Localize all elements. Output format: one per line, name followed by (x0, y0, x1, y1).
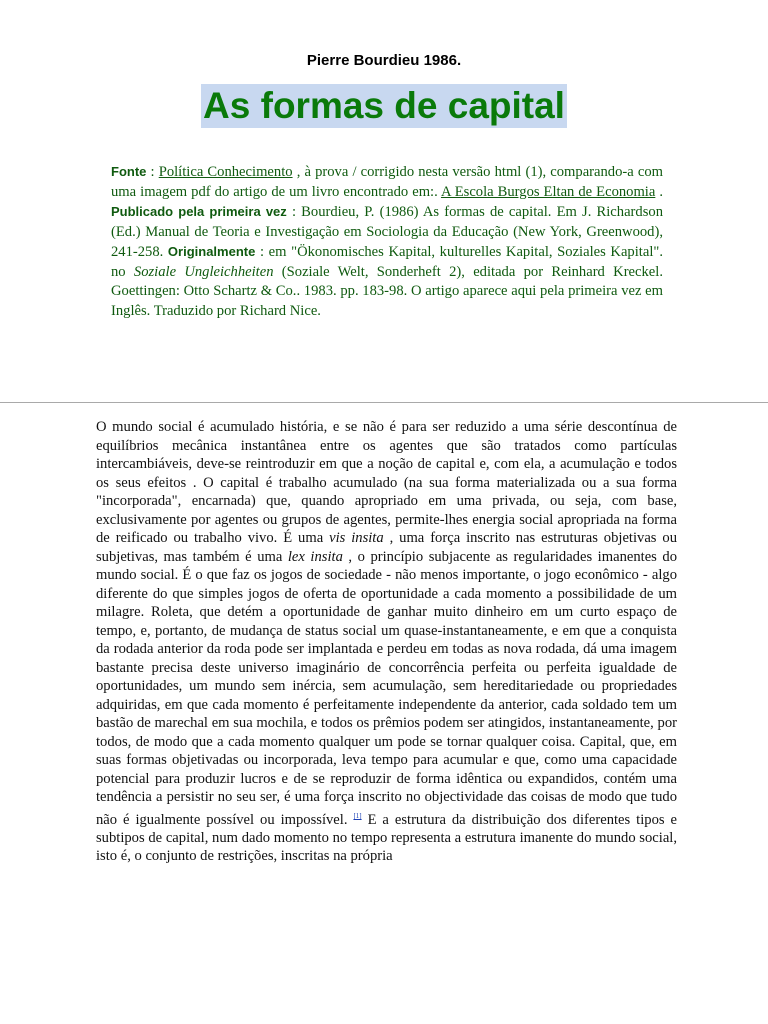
divider (0, 402, 768, 403)
body-text-1: O mundo social é acumulado história, e se não é para ser reduzido a uma série descontínua de equilíbrios mecânica instantânea entre os agentes que são tratados como partículas intercambiáveis, deve-se reintroduzir em que a noção de capital e, com ela, a acumulação e todos os seus efeitos . O capital é trabalho acumulado (na sua forma materializada ou a sua forma "incorporada", encarnada) que, quando apropriado em uma privada, ou seja, com base, exclusivamente por agentes ou grupos de agentes, permite-lhes energia social apropriada na forma de reificado ou trabalho vivo. É uma (96, 419, 677, 546)
source-italic-title: Soziale Ungleichheiten (133, 263, 274, 280)
body-italic-lex-insita: lex insita (287, 548, 343, 565)
source-text-4: : em "Ökonomisches Kapital, kulturelles Kapital, Soziales Kapital". no (111, 244, 663, 280)
body-text-2: , uma força inscrito nas estruturas objetivas ou subjetivas, mas também é uma (96, 530, 677, 565)
label-originalmente: Originalmente (167, 244, 256, 259)
body-paragraph (96, 418, 677, 866)
source-text-2: . (655, 183, 664, 200)
label-fonte: Fonte (111, 164, 147, 179)
link-politica-conhecimento[interactable]: Política Conhecimento (158, 164, 293, 180)
source-text-3: : Bourdieu, P. (1986) As formas de capital. Em J. Richardson (Ed.) Manual de Teoria e Investigação em Sociologia da Educação (New York, Greenwood), 241-258. (111, 204, 663, 260)
source-text-1: , à prova / corrigido nesta versão html (1), comparando-a com uma imagem pdf do artigo de um livro encontrado em:. (111, 164, 664, 200)
title-container (0, 84, 768, 128)
body-text-3: , o princípio subjacente as regularidades imanentes do mundo social. É o que faz os jogos de sociedade - não menos importante, o jogo econômico - algo diferente do que simples jogos de oferta de oportunidade a cada momento a possibilidade de um milagre. Roleta, que detém a oportunidade de ganhar muito dinheiro em um curto espaço de tempo, e, portanto, de mudança de status social um quase-instantaneamente, e em que a conquista da rodada anterior da roda pode ser implantada e perdeu em todas as nova rodada, dá uma imagem bastante precisa deste universo imaginário de concorrência perfeita ou perfeita igualdade de oportunidades, um mundo sem inércia, sem acumulação, sem hereditariedade ou propriedades adquiridas, em que cada momento é perfeitamente independente da anterior, cada soldado tem um bastão de marechal em sua mochila, e todos os prêmios podem ser atingidos, instantaneamente, por todos, de modo que a cada momento qualquer um pode se tornar qualquer coisa. Capital, que, em suas formas objetivadas ou incorporada, leva tempo para acumular e que, como uma capacidade potencial para produzir lucros e de se reproduzir de forma idêntica ou expandidos, contém uma tendência a persistir no seu ser, é uma força inscrito no objectividade das coisas de modo que tudo não é igualmente possível ou impossível. (96, 548, 677, 828)
body-text-4: E a estrutura da distribuição dos diferentes tipos e subtipos de capital, num dado momento no tempo representa a estrutura imanente do mundo social, isto é, o conjunto de restrições, inscritas na própria (96, 811, 677, 865)
source-text-5: (Soziale Welt, Sonderheft 2), editada por Reinhard Kreckel. Goettingen: Otto Schartz & Co.. 1983. pp. 183-98. O artigo aparece aqui pela primeira vez em Inglês. Traduzido por Richard Nice. (111, 263, 663, 319)
body-italic-vis-insita: vis insita (329, 530, 384, 546)
author-line: Pierre Bourdieu 1986. (306, 52, 462, 69)
source-sep: : (146, 164, 159, 180)
page-title: As formas de capital (203, 85, 565, 126)
footnote-link[interactable]: [1] (353, 811, 362, 820)
label-publicado: Publicado pela primeira vez (111, 204, 287, 219)
link-escola-burgos[interactable]: A Escola Burgos Eltan de Economia (440, 183, 656, 200)
source-info (111, 162, 663, 321)
